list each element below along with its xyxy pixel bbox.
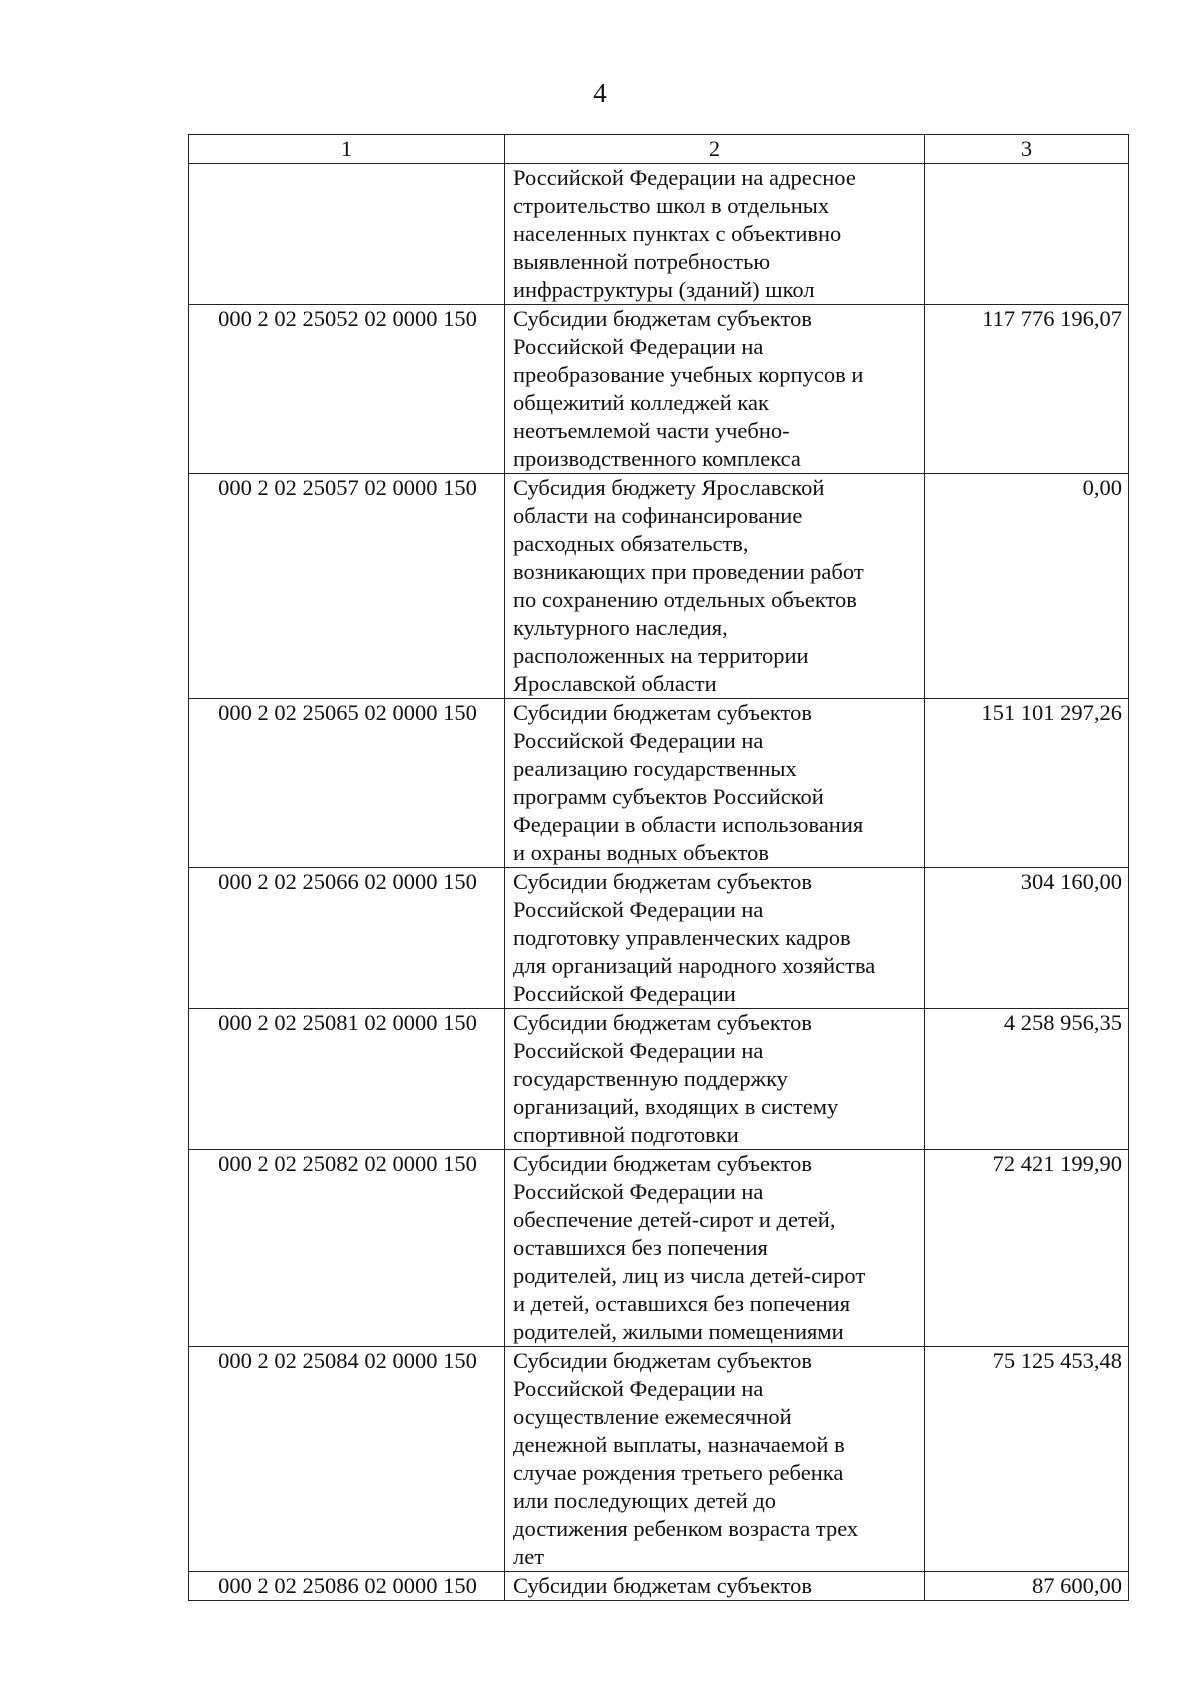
page-number: 4 — [593, 78, 607, 108]
description-cell: Российской Федерации на адресное строительство школ в отдельных населенных пунктах с объективно выявленной потребностью инфраструктуры (зданий) школ — [505, 164, 925, 305]
amount-cell: 75 125 453,48 — [925, 1347, 1129, 1572]
table-row — [189, 474, 1129, 699]
budget-code-cell: 000 2 02 25052 02 0000 150 — [189, 305, 505, 474]
description-cell: Субсидия бюджету Ярославской области на софинансирование расходных обязательств, возникающих при проведении работ по сохранению отдельных объектов культурного наследия, расположенных на территории Ярославской области — [505, 474, 925, 699]
column-header-3: 3 — [925, 135, 1129, 164]
budget-code-cell: 000 2 02 25086 02 0000 150 — [189, 1572, 505, 1601]
description-cell: Субсидии бюджетам субъектов — [505, 1572, 925, 1601]
amount-cell: 117 776 196,07 — [925, 305, 1129, 474]
amount-cell: 0,00 — [925, 474, 1129, 699]
table-row — [189, 164, 1129, 305]
amount-cell: 304 160,00 — [925, 868, 1129, 1009]
description-cell: Субсидии бюджетам субъектов Российской Федерации на реализацию государственных программ субъектов Российской Федерации в области использования и охраны водных объектов — [505, 699, 925, 868]
header-row — [189, 135, 1129, 164]
table-header — [189, 135, 1129, 164]
amount-cell: 4 258 956,35 — [925, 1009, 1129, 1150]
budget-code-cell: 000 2 02 25081 02 0000 150 — [189, 1009, 505, 1150]
amount-cell: 151 101 297,26 — [925, 699, 1129, 868]
description-cell: Субсидии бюджетам субъектов Российской Федерации на государственную поддержку организаций, входящих в систему спортивной подготовки — [505, 1009, 925, 1150]
table-row — [189, 1009, 1129, 1150]
table-body — [189, 164, 1129, 1601]
budget-code-cell: 000 2 02 25066 02 0000 150 — [189, 868, 505, 1009]
table-row — [189, 1572, 1129, 1601]
table-row — [189, 868, 1129, 1009]
description-cell: Субсидии бюджетам субъектов Российской Федерации на подготовку управленческих кадров для организаций народного хозяйства Российской Федерации — [505, 868, 925, 1009]
table-row — [189, 699, 1129, 868]
table-row — [189, 1150, 1129, 1347]
budget-code-cell: 000 2 02 25084 02 0000 150 — [189, 1347, 505, 1572]
budget-table — [188, 134, 1129, 1601]
description-cell: Субсидии бюджетам субъектов Российской Федерации на осуществление ежемесячной денежной выплаты, назначаемой в случае рождения третьего ребенка или последующих детей до достижения ребенком возраста трех лет — [505, 1347, 925, 1572]
table-row — [189, 305, 1129, 474]
budget-code-cell: 000 2 02 25082 02 0000 150 — [189, 1150, 505, 1347]
budget-code-cell — [189, 164, 505, 305]
budget-code-cell: 000 2 02 25065 02 0000 150 — [189, 699, 505, 868]
amount-cell: 87 600,00 — [925, 1572, 1129, 1601]
table-row — [189, 1347, 1129, 1572]
description-cell: Субсидии бюджетам субъектов Российской Федерации на обеспечение детей-сирот и детей, оставшихся без попечения родителей, лиц из числа детей-сирот и детей, оставшихся без попечения родителей, жилыми помещениями — [505, 1150, 925, 1347]
amount-cell: 72 421 199,90 — [925, 1150, 1129, 1347]
description-cell: Субсидии бюджетам субъектов Российской Федерации на преобразование учебных корпусов и общежитий колледжей как неотъемлемой части учебно- производственного комплекса — [505, 305, 925, 474]
amount-cell — [925, 164, 1129, 305]
budget-code-cell: 000 2 02 25057 02 0000 150 — [189, 474, 505, 699]
column-header-1: 1 — [189, 135, 505, 164]
column-header-2: 2 — [505, 135, 925, 164]
